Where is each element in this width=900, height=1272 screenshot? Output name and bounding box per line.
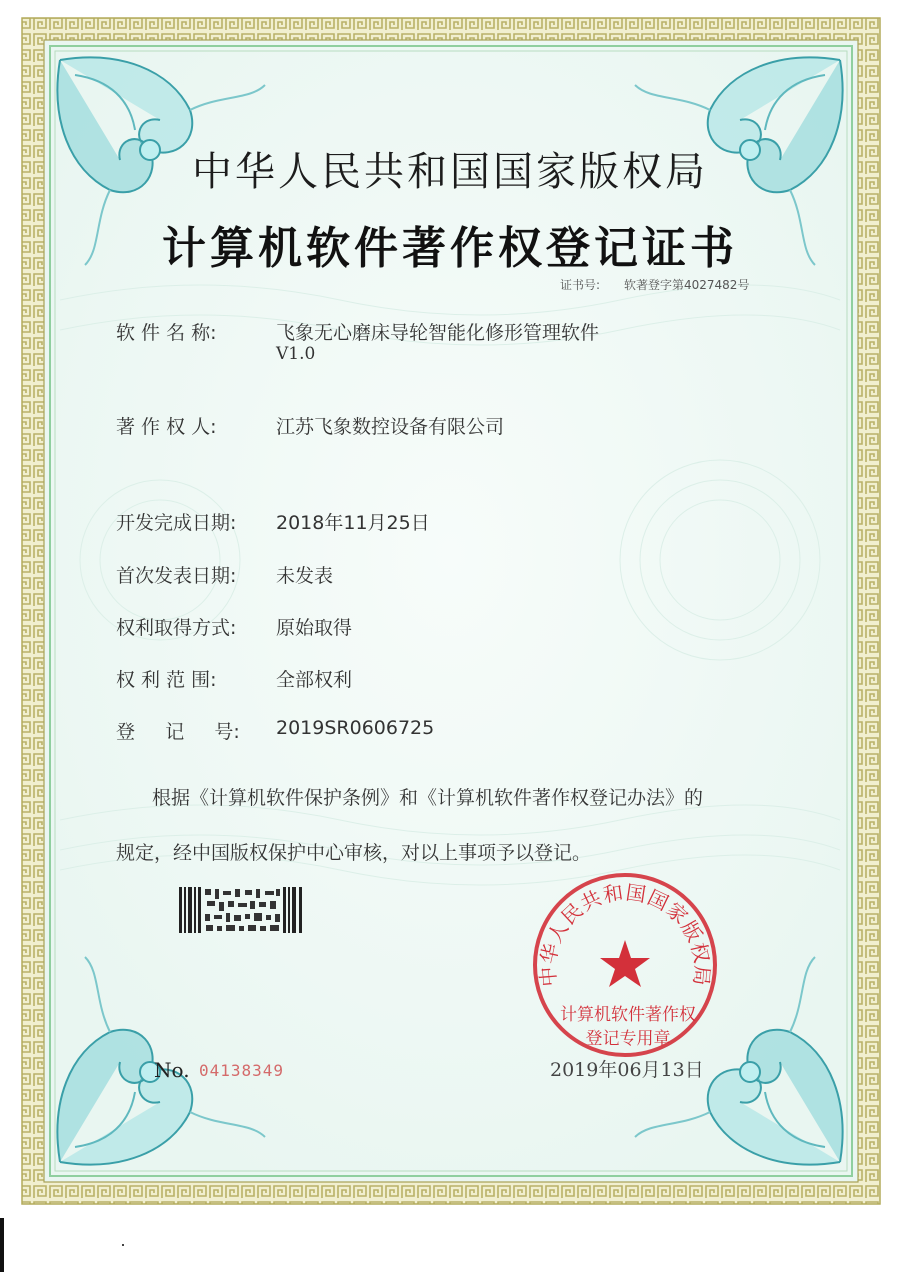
acquisition-label: 权利取得方式:: [116, 617, 237, 639]
first-publish-label: 首次发表日期:: [116, 565, 237, 587]
certificate-title: 计算机软件著作权登记证书: [162, 223, 738, 274]
scope: 全部权利: [276, 669, 353, 691]
owner: 江苏飞象数控设备有限公司: [276, 416, 505, 438]
software-name-label: 软 件 名 称:: [116, 322, 217, 344]
first-publish: 未发表: [276, 565, 334, 587]
issuer-name: 中华人民共和国国家版权局: [192, 149, 708, 195]
software-name: 飞象无心磨床导轮智能化修形管理软件: [276, 322, 600, 344]
acquisition: 原始取得: [276, 617, 353, 639]
seal-line-2: 登记专用章: [585, 1029, 671, 1049]
cert-number: 软著登字第4027482号: [624, 278, 750, 292]
reg-no: 2019SR0606725: [276, 717, 435, 739]
scope-label: 权 利 范 围:: [116, 669, 217, 691]
serial-label: No.: [154, 1058, 190, 1082]
software-version: V1.0: [276, 344, 316, 364]
issue-date: 2019年06月13日: [550, 1059, 704, 1081]
scan-speck: [122, 1244, 124, 1246]
statement-line-2: 规定，经中国版权保护中心审核，对以上事项予以登记。: [116, 842, 592, 864]
seal-line-1: 计算机软件著作权: [560, 1005, 696, 1025]
barcode-icon: [179, 887, 305, 933]
reg-no-label: 登 记 号:: [116, 721, 240, 743]
serial-number: 04138349: [199, 1061, 285, 1080]
seal-star-icon: [600, 940, 650, 987]
owner-label: 著 作 权 人:: [116, 416, 217, 438]
completion-date-label: 开发完成日期:: [116, 512, 237, 534]
cert-number-label: 证书号:: [560, 278, 601, 292]
completion-date: 2018年11月25日: [276, 512, 430, 534]
statement-line-1: 根据《计算机软件保护条例》和《计算机软件著作权登记办法》的: [152, 787, 704, 809]
seal-ring-text: 中华人民共和国国家版权局: [535, 880, 715, 988]
